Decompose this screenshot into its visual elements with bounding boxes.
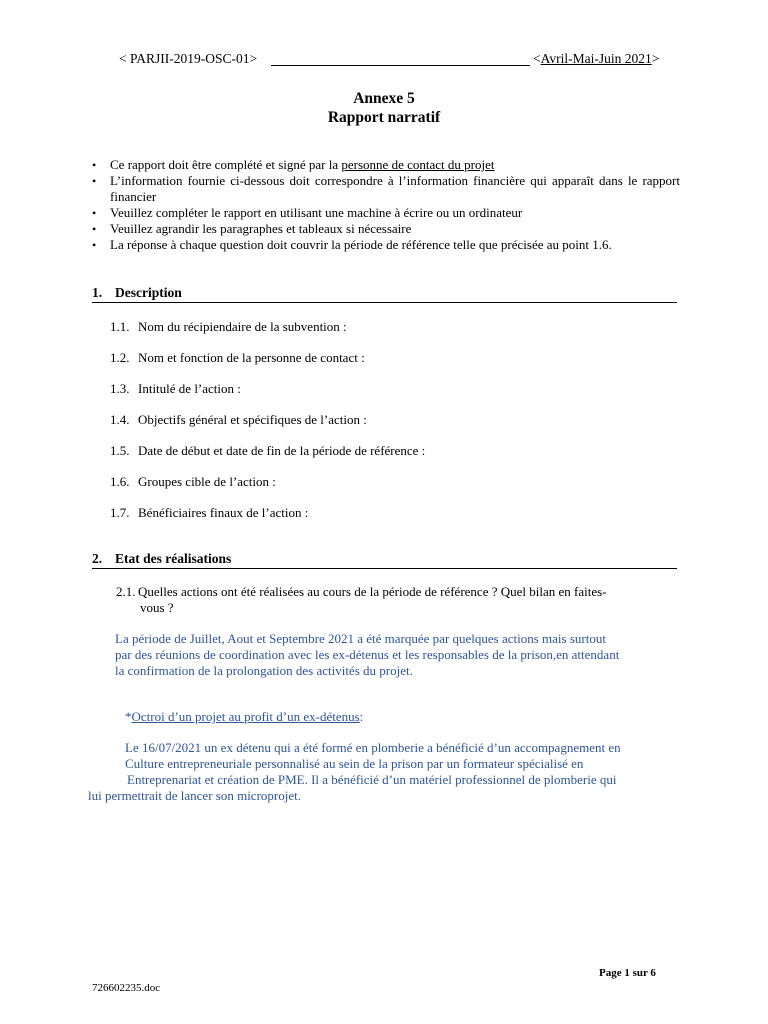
field-action-title: 1.3. Intitulé de l’action : <box>110 381 241 396</box>
header-period-open: < <box>533 51 541 66</box>
bullet-icon: • <box>92 158 97 172</box>
bullet-icon: • <box>92 222 97 236</box>
document-title <box>0 89 768 127</box>
answer-paragraph-detail-cont: Entreprenariat et création de PME. Il a bénéficié d’un matériel professionnel de plomberie qui <box>127 772 617 787</box>
field-contact-person: 1.2. Nom et fonction de la personne de contact : <box>110 350 365 365</box>
title-annex: Annexe 5 <box>353 90 415 107</box>
document-filename: 726602235.doc <box>92 982 161 994</box>
question-2-1: 2.1. Quelles actions ont été réalisées au cours de la période de référence ? Quel bilan en faites- vous ? <box>116 584 607 615</box>
header-period <box>533 51 659 67</box>
instruction-item: • Veuillez compléter le rapport en utilisant une machine à écrire ou un ordinateur <box>92 205 523 220</box>
header-reference: < PARJII-2019-OSC-01> <box>119 51 258 66</box>
header-period-text: Avril-Mai-Juin 2021 <box>540 51 652 66</box>
instruction-item: • La réponse à chaque question doit couvrir la période de référence telle que précisée au point 1.6. <box>92 237 612 252</box>
answer-paragraph-detail-end: lui permettrait de lancer son microprojet. <box>88 788 301 803</box>
field-final-beneficiaries: 1.7. Bénéficiaires finaux de l’action : <box>110 505 309 520</box>
field-target-groups: 1.6. Groupes cible de l’action : <box>110 474 276 489</box>
bullet-icon: • <box>92 206 97 220</box>
field-period-dates: 1.5. Date de début et date de fin de la période de référence : <box>110 443 426 458</box>
answer-paragraph-detail: Le 16/07/2021 un ex détenu qui a été formé en plomberie a bénéficié d’un accompagnement en Culture entrepreneuriale personnalisé au sein de la prison par un formateur spécialisé en <box>125 740 621 771</box>
header-period-close: > <box>651 51 660 66</box>
field-objectives: 1.4. Objectifs général et spécifiques de l’action : <box>110 412 367 427</box>
field-grant-recipient: 1.1. Nom du récipiendaire de la subvention : <box>110 319 347 334</box>
header-rule <box>271 65 530 66</box>
instructions-list <box>90 157 680 253</box>
answer-subheading-octroi: *Octroi d’un projet au profit d’un ex-détenus: <box>125 709 364 724</box>
section-achievements-heading: 2. Etat des réalisations <box>92 551 677 569</box>
instruction-item: • L’information fournie ci-dessous doit correspondre à l’information financière qui apparaît dans le rapport financier <box>92 173 680 204</box>
contact-person-underlined: personne de contact du projet <box>341 157 495 172</box>
bullet-icon: • <box>92 238 97 252</box>
title-report: Rapport narratif <box>327 109 441 126</box>
page-number: Page 1 sur 6 <box>599 967 656 979</box>
bullet-icon: • <box>92 174 97 188</box>
section-description-heading: 1. Description <box>92 285 677 303</box>
answer-paragraph-summary: La période de Juillet, Aout et Septembre 2021 a été marquée par quelques actions mais surtout par des réunions de coordination avec les ex-détenus et les responsables de la prison,en attendant la confirmation de la prolongation des activités du projet. <box>115 631 620 678</box>
instruction-item: • Ce rapport doit être complété et signé par la personne de contact du projet <box>92 157 495 172</box>
instruction-item: • Veuillez agrandir les paragraphes et tableaux si nécessaire <box>92 221 412 236</box>
